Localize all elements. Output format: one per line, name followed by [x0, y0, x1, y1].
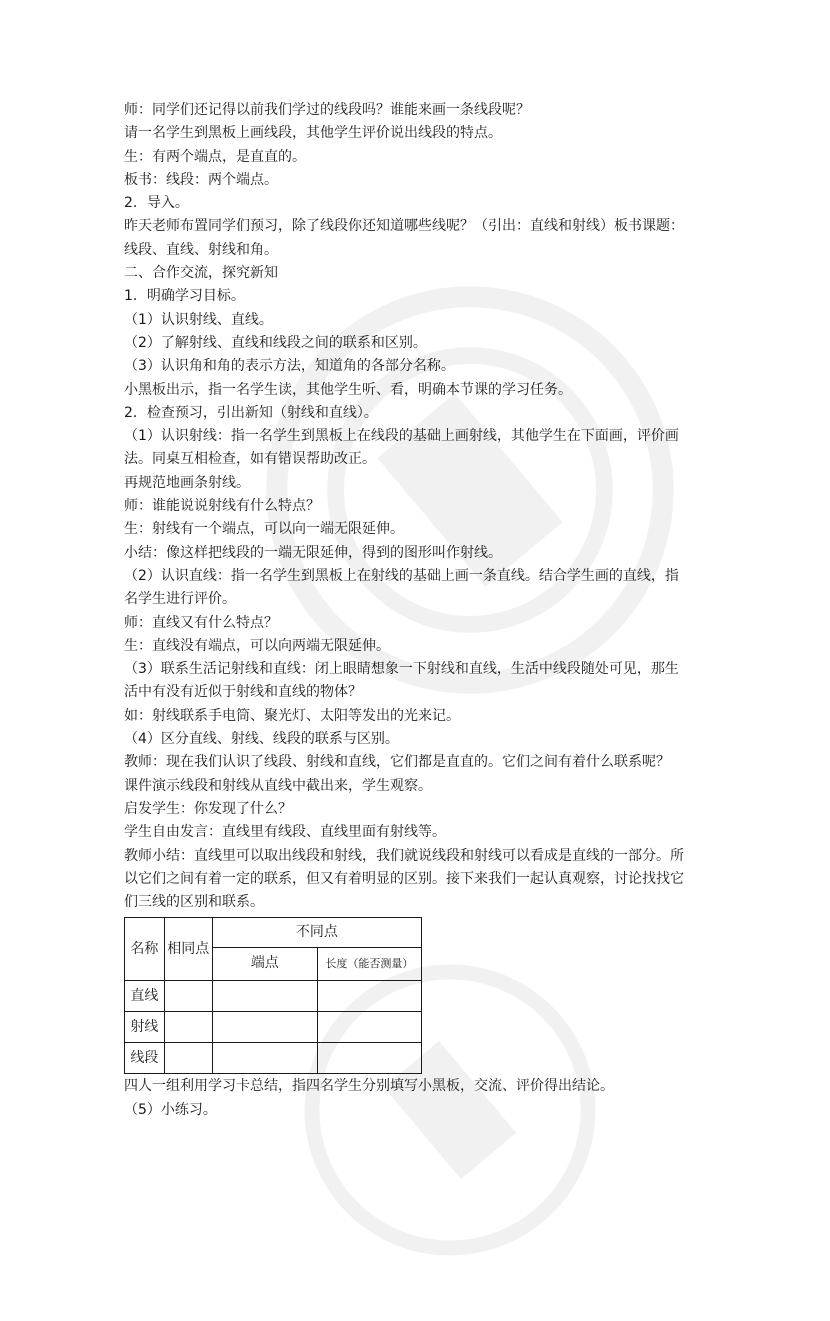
text-line: （1）认识射线、直线。	[124, 311, 273, 328]
header-diff: 不同点	[212, 918, 421, 947]
comparison-table-wrapper	[124, 917, 714, 1074]
text-line: 课件演示线段和射线从直线中截出来，学生观察。	[124, 777, 432, 794]
header-same: 相同点	[164, 918, 212, 981]
text-line: 们三线的区别和联系。	[124, 894, 264, 911]
text-line: 如：射线联系手电筒、聚光灯、太阳等发出的光来记。	[124, 707, 460, 724]
text-line: 2．导入。	[124, 195, 189, 212]
row-label: 直线	[125, 981, 165, 1012]
table-cell	[317, 981, 421, 1012]
comparison-table	[124, 917, 422, 1074]
text-line: 活中有没有近似于射线和直线的物体？	[124, 684, 362, 701]
text-line: 法。同桌互相检查，如有错误帮助改正。	[124, 451, 376, 468]
text-line: 2．检查预习，引出新知（射线和直线）。	[124, 404, 378, 421]
table-row	[125, 1012, 422, 1043]
text-line: 师：谁能说说射线有什么特点？	[124, 498, 320, 515]
text-line: 生：直线没有端点，可以向两端无限延伸。	[124, 637, 390, 654]
table-cell	[212, 1043, 317, 1074]
text-line: 板书：线段：两个端点。	[124, 171, 278, 188]
paragraphs-before-table	[124, 99, 714, 914]
table-cell	[164, 1043, 212, 1074]
text-line: 生：有两个端点，是直直的。	[124, 148, 306, 165]
header-endpoint: 端点	[212, 947, 317, 981]
table-row	[125, 1043, 422, 1074]
text-line: 请一名学生到黑板上画线段，其他学生评价说出线段的特点。	[124, 125, 502, 142]
text-line: 再规范地画条射线。	[124, 474, 250, 491]
table-row	[125, 981, 422, 1012]
text-line: （4）区分直线、射线、线段的联系与区别。	[124, 731, 399, 748]
header-name: 名称	[125, 918, 165, 981]
text-line: （1）认识射线：指一名学生到黑板上在线段的基础上画射线，其他学生在下面画，评价画	[124, 428, 679, 445]
text-line: 1．明确学习目标。	[124, 288, 245, 305]
text-line: 名学生进行评价。	[124, 591, 236, 608]
table-cell	[212, 1012, 317, 1043]
table-cell	[317, 1012, 421, 1043]
table-cell	[212, 981, 317, 1012]
text-line: 四人一组利用学习卡总结，指四名学生分别填写小黑板，交流、评价得出结论。	[124, 1078, 614, 1095]
text-line: 小结：像这样把线段的一端无限延伸，得到的图形叫作射线。	[124, 544, 502, 561]
text-line: 启发学生：你发现了什么？	[124, 800, 292, 817]
text-line: （3）认识角和角的表示方法，知道角的各部分名称。	[124, 358, 455, 375]
table-cell	[164, 1012, 212, 1043]
text-line: 以它们之间有着一定的联系，但又有着明显的区别。接下来我们一起认真观察，讨论找找它	[124, 870, 684, 887]
document-body	[124, 99, 714, 1122]
text-line: 小黑板出示，指一名学生读，其他学生听、看，明确本节课的学习任务。	[124, 381, 572, 398]
text-line: （2）认识直线：指一名学生到黑板上在射线的基础上画一条直线。结合学生画的直线，指	[124, 567, 679, 584]
text-line: 师：同学们还记得以前我们学过的线段吗？谁能来画一条线段呢？	[124, 102, 530, 118]
paragraphs-after-table	[124, 1075, 714, 1122]
text-line: 生：射线有一个端点，可以向一端无限延伸。	[124, 521, 404, 538]
text-line: 学生自由发言：直线里有线段、直线里面有射线等。	[124, 824, 446, 841]
table-cell	[164, 981, 212, 1012]
text-line: （2）了解射线、直线和线段之间的联系和区别。	[124, 334, 427, 351]
text-line: （5）小练习。	[124, 1101, 217, 1118]
header-length: 长度（能否测量）	[317, 947, 421, 981]
row-label: 线段	[125, 1043, 165, 1074]
table-cell	[317, 1043, 421, 1074]
text-line: （3）联系生活记射线和直线：闭上眼睛想象一下射线和直线，生活中线段随处可见，那生	[124, 661, 679, 678]
row-label: 射线	[125, 1012, 165, 1043]
text-line: 线段、直线、射线和角。	[124, 241, 278, 258]
text-line: 二、合作交流，探究新知	[124, 265, 278, 282]
text-line: 师：直线又有什么特点？	[124, 614, 278, 631]
text-line: 昨天老师布置同学们预习，除了线段你还知道哪些线呢？（引出：直线和射线）板书课题：	[124, 218, 684, 235]
text-line: 教师小结：直线里可以取出线段和射线，我们就说线段和射线可以看成是直线的一部分。所	[124, 847, 684, 864]
text-line: 教师：现在我们认识了线段、射线和直线，它们都是直直的。它们之间有着什么联系呢？	[124, 754, 670, 771]
